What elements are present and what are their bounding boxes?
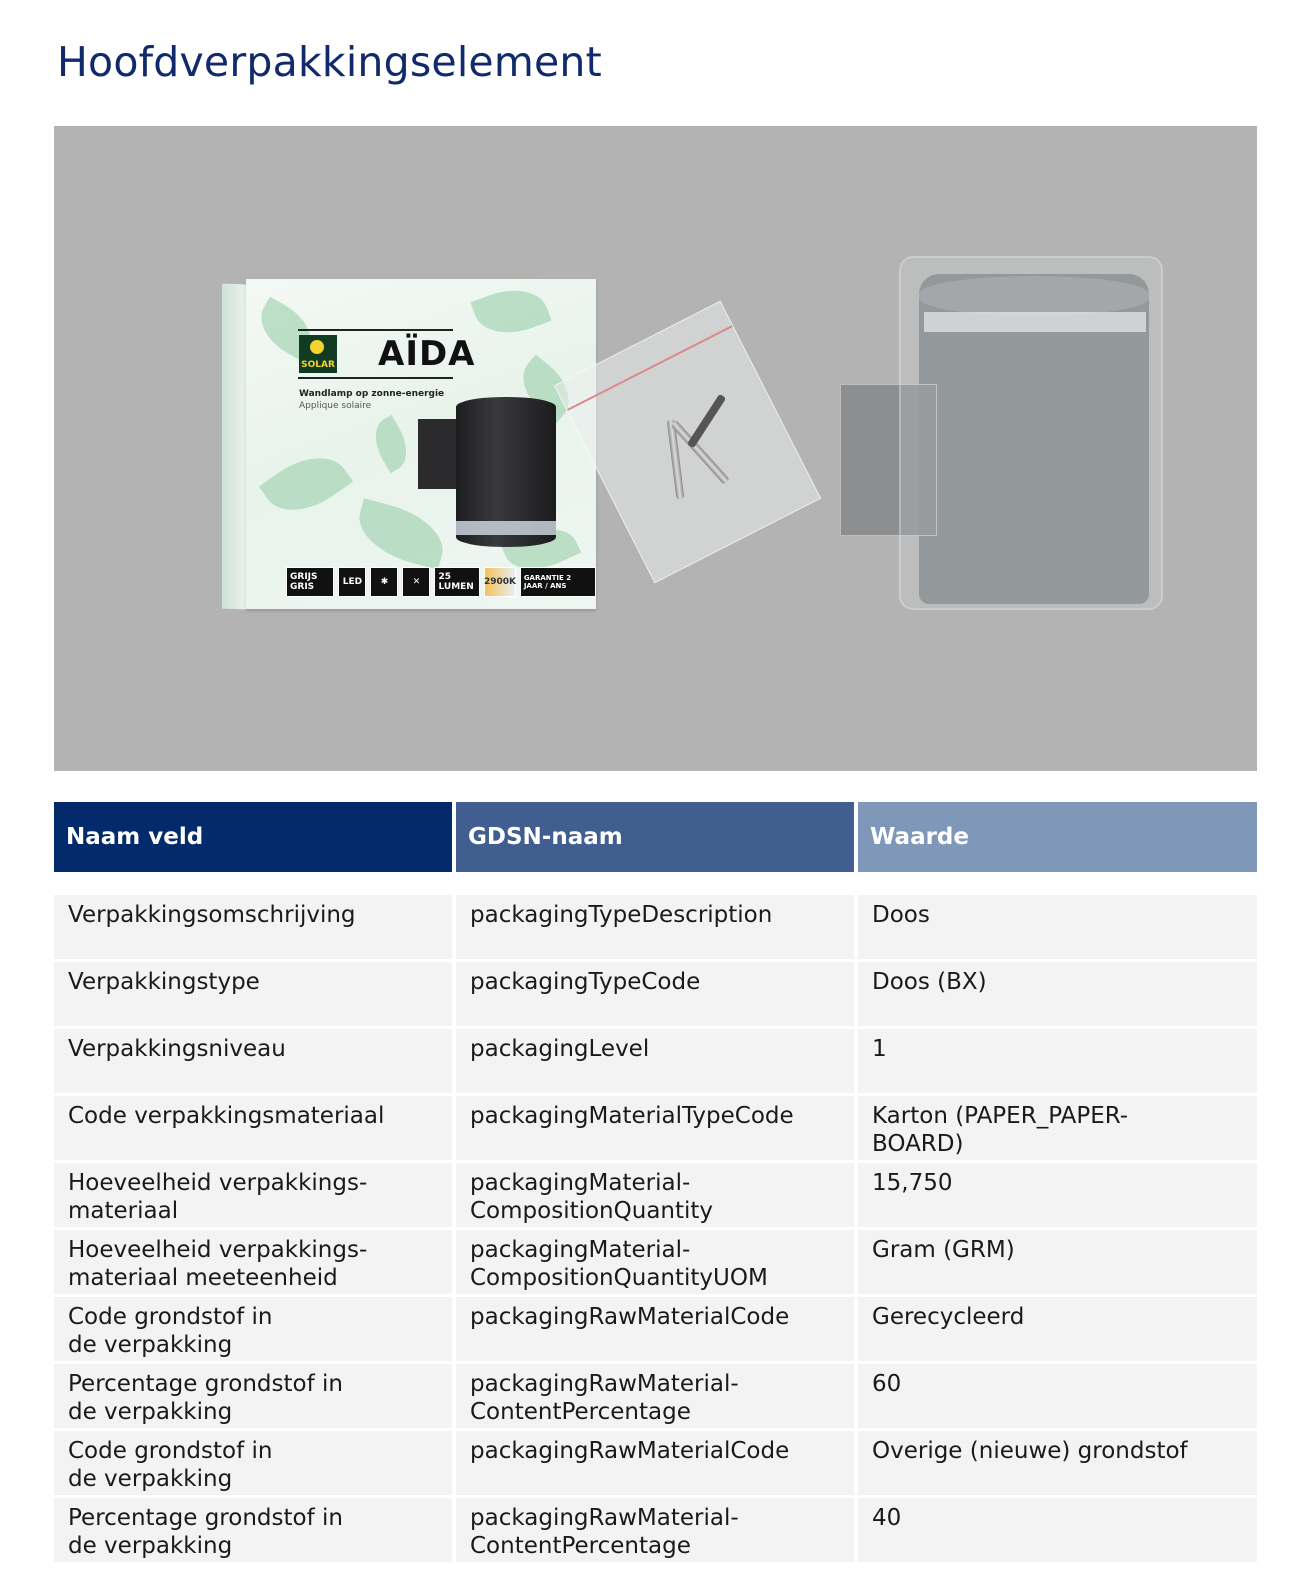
table-row <box>54 1498 1257 1562</box>
packaging-table <box>54 802 1257 1565</box>
cell-waarde: Gram (GRM) <box>858 1230 1257 1294</box>
table-row <box>54 1096 1257 1160</box>
lamp-ring <box>456 521 556 535</box>
cell-naam: Hoeveelheid verpakkings- materiaal <box>54 1163 452 1227</box>
cell-naam: Verpakkingsniveau <box>54 1029 452 1093</box>
warranty-icon: GARANTIE 2 JAAR / ANS <box>520 567 596 597</box>
cell-gdsn: packagingRawMaterialCode <box>456 1297 854 1361</box>
cell-waarde: 60 <box>858 1364 1257 1428</box>
no-bin-icon: ✕ <box>402 567 430 597</box>
box-subtitle-nl: Wandlamp op zonne-energie <box>299 389 445 399</box>
cell-naam: Percentage grondstof in de verpakking <box>54 1364 452 1428</box>
cell-waarde: 40 <box>858 1498 1257 1562</box>
cell-waarde: Gerecycleerd <box>858 1297 1257 1361</box>
header-naam-veld: Naam veld <box>54 802 452 872</box>
box-side <box>222 284 246 610</box>
cell-naam: Code grondstof in de verpakking <box>54 1297 452 1361</box>
table-row <box>54 1431 1257 1495</box>
cell-gdsn: packagingMaterial- CompositionQuantity <box>456 1163 854 1227</box>
color-temperature-icon: 2900K <box>484 567 516 597</box>
light-icon: ✱ <box>370 567 398 597</box>
header-waarde: Waarde <box>858 802 1257 872</box>
lumen-icon: 25 LUMEN <box>434 567 480 597</box>
cell-waarde: Doos <box>858 895 1257 959</box>
plastic-film <box>899 256 1163 610</box>
cell-waarde: 15,750 <box>858 1163 1257 1227</box>
table-row <box>54 1230 1257 1294</box>
cell-gdsn: packagingTypeCode <box>456 962 854 1026</box>
solar-logo: SOLAR <box>299 335 337 373</box>
cell-gdsn: packagingRawMaterialCode <box>456 1431 854 1495</box>
cell-waarde: Doos (BX) <box>858 962 1257 1026</box>
table-row <box>54 1163 1257 1227</box>
table-body <box>54 895 1257 1562</box>
table-row <box>54 895 1257 959</box>
product-box <box>246 279 596 609</box>
table-row <box>54 1297 1257 1361</box>
box-brand-name: AÏDA <box>378 334 476 374</box>
cell-waarde: Overige (nieuwe) grondstof <box>858 1431 1257 1495</box>
cell-naam: Verpakkingsomschrijving <box>54 895 452 959</box>
lamp-mount-image <box>418 419 458 489</box>
cell-gdsn: packagingRawMaterial- ContentPercentage <box>456 1498 854 1562</box>
table-row <box>54 1029 1257 1093</box>
box-subtitle-fr: Applique solaire <box>299 401 372 411</box>
cell-naam: Verpakkingstype <box>54 962 452 1026</box>
table-header <box>54 802 1257 872</box>
led-icon: LED <box>338 567 366 597</box>
cell-waarde: 1 <box>858 1029 1257 1093</box>
cell-naam: Hoeveelheid verpakkings- materiaal meeteenheid <box>54 1230 452 1294</box>
cell-gdsn: packagingLevel <box>456 1029 854 1093</box>
header-gdsn-naam: GDSN-naam <box>456 802 854 872</box>
product-photo <box>54 126 1257 771</box>
cell-gdsn: packagingRawMaterial- ContentPercentage <box>456 1364 854 1428</box>
grey-color-icon: GRIJS GRIS <box>286 567 334 597</box>
table-row <box>54 1364 1257 1428</box>
cell-gdsn: packagingMaterialTypeCode <box>456 1096 854 1160</box>
cell-gdsn: packagingTypeDescription <box>456 895 854 959</box>
page-title: Hoofdverpakkingselement <box>57 38 602 86</box>
box-icon-row <box>286 567 596 597</box>
cell-waarde: Karton (PAPER_PAPER- BOARD) <box>858 1096 1257 1160</box>
cell-gdsn: packagingMaterial- CompositionQuantityUOM <box>456 1230 854 1294</box>
cell-naam: Code verpakkingsmateriaal <box>54 1096 452 1160</box>
cell-naam: Code grondstof in de verpakking <box>54 1431 452 1495</box>
table-row <box>54 962 1257 1026</box>
cell-naam: Percentage grondstof in de verpakking <box>54 1498 452 1562</box>
